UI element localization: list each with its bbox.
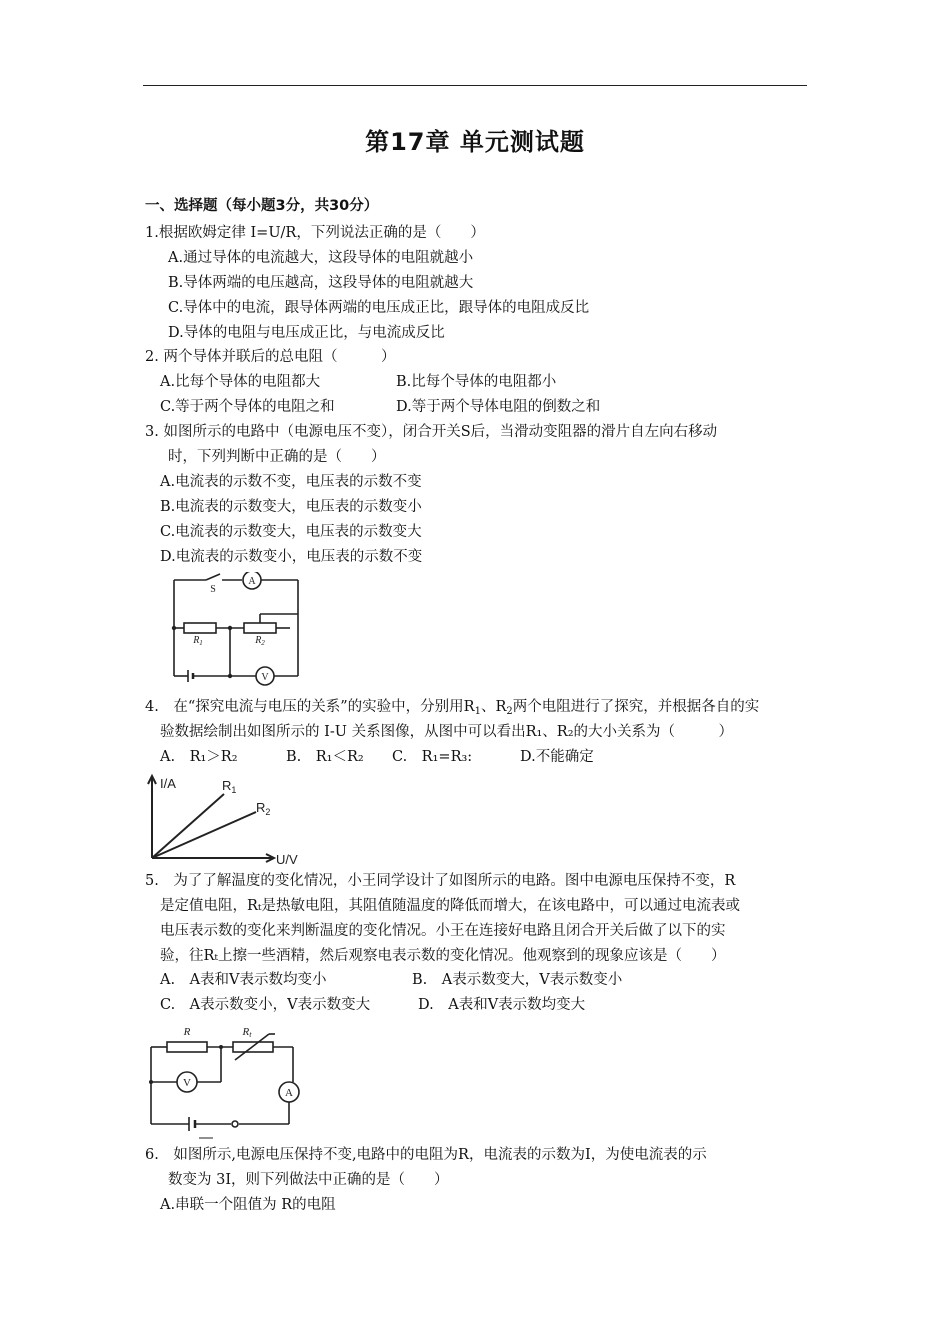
q4-stem-line1: 4. 在“探究电流与电压的关系”的实验中，分别用$R_1$、$R_2$两个电阻进行了探究，并根据各自的实 bbox=[145, 699, 760, 717]
q1-option-c: C.导体中的电流，跟导体两端的电压成正比，跟导体的电阻成反比 bbox=[168, 300, 590, 316]
q6-option-a: A.串联一个阻值为 R的电阻 bbox=[160, 1197, 336, 1213]
q5-stem-line2: 是定值电阻，Rₜ是热敏电阻，其阻值随温度的降低而增大，在该电路中，可以通过电流表或 bbox=[160, 898, 740, 914]
section-heading: 一、选择题（每小题3分，共30分） bbox=[145, 198, 379, 214]
switch-label: S bbox=[210, 584, 216, 595]
rt-label: Rt bbox=[242, 1026, 252, 1039]
line-r2-label: $R_2$ bbox=[256, 800, 271, 817]
q2-option-d: D.等于两个导体电阻的倒数之和 bbox=[396, 399, 601, 415]
q2-option-c: C.等于两个导体的电阻之和 bbox=[160, 399, 335, 415]
q3-option-b: B.电流表的示数变大，电压表的示数变小 bbox=[160, 499, 422, 515]
q5-option-b: B. A表示数变大，V表示数变小 bbox=[412, 972, 623, 988]
voltmeter-label: V bbox=[183, 1077, 191, 1089]
q5-stem-line1: 5. 为了了解温度的变化情况，小王同学设计了如图所示的电路。图中电源电压保持不变，R bbox=[145, 873, 736, 889]
q2-stem: 2. 两个导体并联后的总电阻（ ） bbox=[145, 349, 396, 365]
r2-label: $R_2$ bbox=[255, 635, 265, 647]
page-title: 第17章 单元测试题 bbox=[365, 128, 585, 156]
q4-option-d: D.不能确定 bbox=[520, 749, 594, 765]
q2-option-b: B.比每个导体的电阻都小 bbox=[396, 374, 557, 390]
q1-option-a: A.通过导体的电流越大，这段导体的电阻就越小 bbox=[168, 250, 474, 266]
q3-circuit-diagram bbox=[160, 572, 310, 687]
q1-option-d: D.导体的电阻与电压成正比，与电流成反比 bbox=[168, 325, 445, 341]
q6-stem-line1: 6. 如图所示,电源电压保持不变,电路中的电阻为R，电流表的示数为I，为使电流表的示 bbox=[145, 1147, 707, 1163]
q3-stem-line1: 3. 如图所示的电路中（电源电压不变），闭合开关S后，当滑动变阻器的滑片自左向右移动 bbox=[145, 424, 718, 440]
q4-stem-line2: 验数据绘制出如图所示的 I-U 关系图像，从图中可以看出R₁、R₂的大小关系为（ ） bbox=[160, 724, 734, 740]
q3-option-d: D.电流表的示数变小，电压表的示数不变 bbox=[160, 549, 423, 565]
q5-stem-line4: 验，往Rₜ上擦一些酒精，然后观察电表示数的变化情况。他观察到的现象应该是（ ） bbox=[160, 948, 726, 964]
header-rule bbox=[143, 85, 807, 86]
r-label: R bbox=[183, 1026, 191, 1038]
q4-option-b: B. R₁＜R₂ bbox=[286, 749, 364, 765]
line-r1-label: $R_1$ bbox=[222, 778, 237, 795]
q1-option-b: B.导体两端的电压越高，这段导体的电阻就越大 bbox=[168, 275, 474, 291]
q5-stem-line3: 电压表示数的变化来判断温度的变化情况。小王在连接好电路且闭合开关后做了以下的实 bbox=[160, 923, 726, 939]
q3-option-c: C.电流表的示数变大，电压表的示数变大 bbox=[160, 524, 422, 540]
q5-circuit-diagram bbox=[143, 1020, 303, 1142]
q2-option-a: A.比每个导体的电阻都大 bbox=[160, 374, 321, 390]
r1-label: $R_1$ bbox=[193, 635, 203, 647]
q1-stem: 1.根据欧姆定律 I=U/R，下列说法正确的是（ ） bbox=[145, 225, 485, 241]
q5-option-a: A. A表和V表示数均变小 bbox=[160, 972, 327, 988]
q5-option-c: C. A表示数变小，V表示数变大 bbox=[160, 997, 371, 1013]
q4-iu-graph bbox=[140, 772, 310, 867]
q3-option-a: A.电流表的示数不变，电压表的示数不变 bbox=[160, 474, 422, 490]
x-axis-label: U/V bbox=[276, 852, 298, 867]
q4-option-c: C. R₁=R₃: bbox=[392, 749, 473, 765]
y-axis-label: I/A bbox=[160, 776, 176, 791]
q3-stem-line2: 时，下列判断中正确的是（ ） bbox=[168, 449, 386, 465]
q4-option-a: A. R₁＞R₂ bbox=[160, 749, 238, 765]
ammeter-label: A bbox=[248, 576, 256, 587]
voltmeter-label: V bbox=[261, 672, 269, 683]
q5-option-d: D. A表和V表示数均变大 bbox=[418, 997, 586, 1013]
q6-stem-line2: 数变为 3I，则下列做法中正确的是（ ） bbox=[168, 1172, 449, 1188]
ammeter-label: A bbox=[285, 1087, 293, 1099]
